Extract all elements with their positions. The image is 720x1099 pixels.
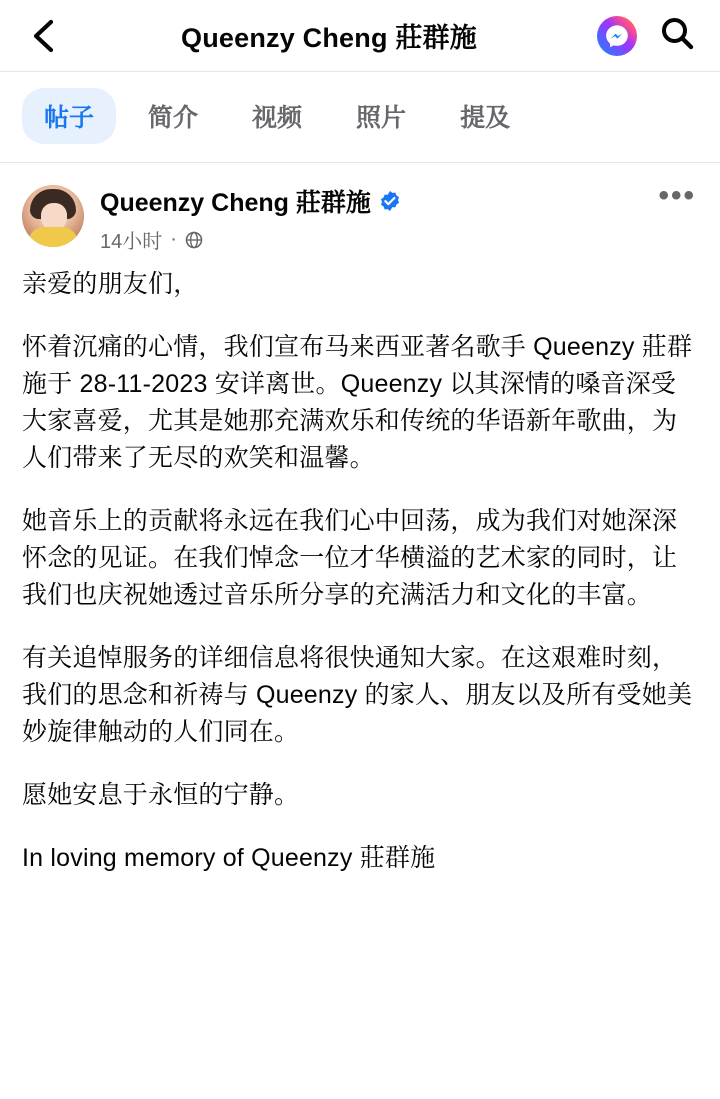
tab-mentions[interactable]: 提及 <box>460 104 511 132</box>
tab-photos[interactable]: 照片 <box>356 104 407 132</box>
post-paragraph: 亲爱的朋友们， <box>22 270 199 298</box>
avatar[interactable] <box>22 185 84 247</box>
post-meta-separator: · <box>170 228 177 250</box>
page-title: Queenzy Cheng 莊群施 <box>181 23 477 53</box>
post-text <box>22 266 698 877</box>
chevron-left-icon <box>29 19 55 53</box>
tabs-divider <box>0 162 720 163</box>
top-navigation-bar <box>0 0 720 72</box>
post-paragraph: 她音乐上的贡献将永远在我们心中回荡，成为我们对她深深怀念的见证。在我们悼念一位才华横溢的艺术家的同时，让我们也庆祝她透过音乐所分享的充满活力和文化的丰富。 <box>22 507 678 609</box>
post-timestamp[interactable]: 14小时 <box>100 231 163 253</box>
globe-icon <box>185 231 203 249</box>
search-button[interactable] <box>656 15 698 57</box>
post-author-block <box>100 183 646 254</box>
messenger-button[interactable] <box>596 15 638 57</box>
post-card <box>0 169 720 877</box>
post-paragraph: 怀着沉痛的心情，我们宣布马来西亚著名歌手 Queenzy 莊群施于 28-11-2023 安详离世。Queenzy 以其深情的嗓音深受大家喜爱，尤其是她那充满欢乐和传统的华语新年歌曲，为人们带来了无尽的欢笑和温馨。 <box>22 333 693 472</box>
back-button[interactable] <box>22 16 62 56</box>
post-author-name[interactable]: Queenzy Cheng 莊群施 <box>100 189 371 217</box>
top-bar-actions <box>596 15 698 57</box>
post-more-options-button[interactable]: ••• <box>658 179 696 212</box>
tab-posts[interactable]: 帖子 <box>22 88 116 144</box>
post-header <box>22 179 698 254</box>
verified-badge-icon <box>379 190 401 212</box>
tab-about[interactable]: 简介 <box>148 104 199 132</box>
post-paragraph: 有关追悼服务的详细信息将很快通知大家。在这艰难时刻，我们的思念和祈祷与 Queenzy 的家人、朋友以及所有受她美妙旋律触动的人们同在。 <box>22 644 693 746</box>
post-author-row <box>100 183 646 219</box>
tab-videos[interactable]: 视频 <box>252 104 303 132</box>
search-icon <box>660 16 694 55</box>
post-meta <box>100 225 646 254</box>
post-paragraph: 愿她安息于永恒的宁静。 <box>22 781 300 809</box>
profile-tabs <box>0 72 720 162</box>
messenger-icon <box>597 16 637 56</box>
post-paragraph: In loving memory of Queenzy 莊群施 <box>22 844 436 872</box>
